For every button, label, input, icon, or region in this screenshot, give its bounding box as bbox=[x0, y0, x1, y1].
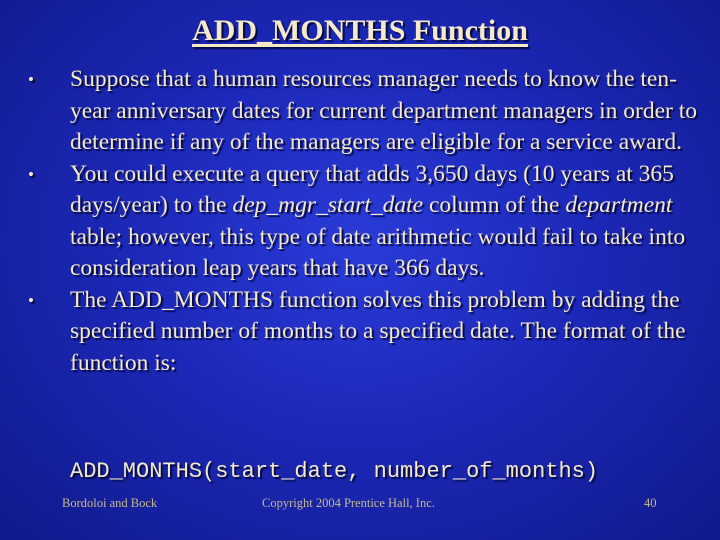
bullet-text bbox=[70, 64, 708, 159]
bullet-dot-icon: • bbox=[28, 70, 34, 89]
footer-authors: Bordoloi and Bock bbox=[62, 496, 158, 510]
bullet-dot-icon: • bbox=[28, 290, 34, 310]
bullet-text bbox=[70, 159, 708, 285]
bullet-text-part: Suppose that a human resources manager needs to know the ten-year anniversary dates for current department managers in order to determine if any of the managers are eligible for a service award. bbox=[70, 66, 698, 155]
bullet-text bbox=[70, 285, 708, 380]
bullet-item bbox=[28, 64, 708, 159]
bullet-dot-icon: • bbox=[28, 164, 34, 184]
table-name-text: department bbox=[565, 192, 673, 218]
footer-copyright: Copyright 2004 Prentice Hall, Inc. bbox=[262, 496, 435, 510]
bullet-text-part: The ADD_MONTHS function solves this problem by adding the specified number of months to a specified date. The format of the function is: bbox=[70, 286, 686, 376]
slide-title: ADD_MONTHS Function bbox=[192, 14, 528, 47]
column-name-text: dep_mgr_start_date bbox=[232, 192, 424, 218]
bullet-text-part: table; however, this type of date arithmetic would fail to take into consideration leap years that have 366 days. bbox=[70, 223, 686, 281]
bullet-item bbox=[28, 159, 708, 285]
bullet-text-part: column of the bbox=[423, 192, 566, 218]
footer-page-number: 40 bbox=[644, 496, 657, 510]
bullet-list bbox=[28, 64, 708, 379]
bullet-text-part: You could execute a query that adds 3,650 days (10 years at 365 days/year) to the bbox=[70, 160, 674, 218]
bullet-item bbox=[28, 285, 708, 380]
code-syntax: ADD_MONTHS(start_date, number_of_months) bbox=[70, 459, 599, 484]
